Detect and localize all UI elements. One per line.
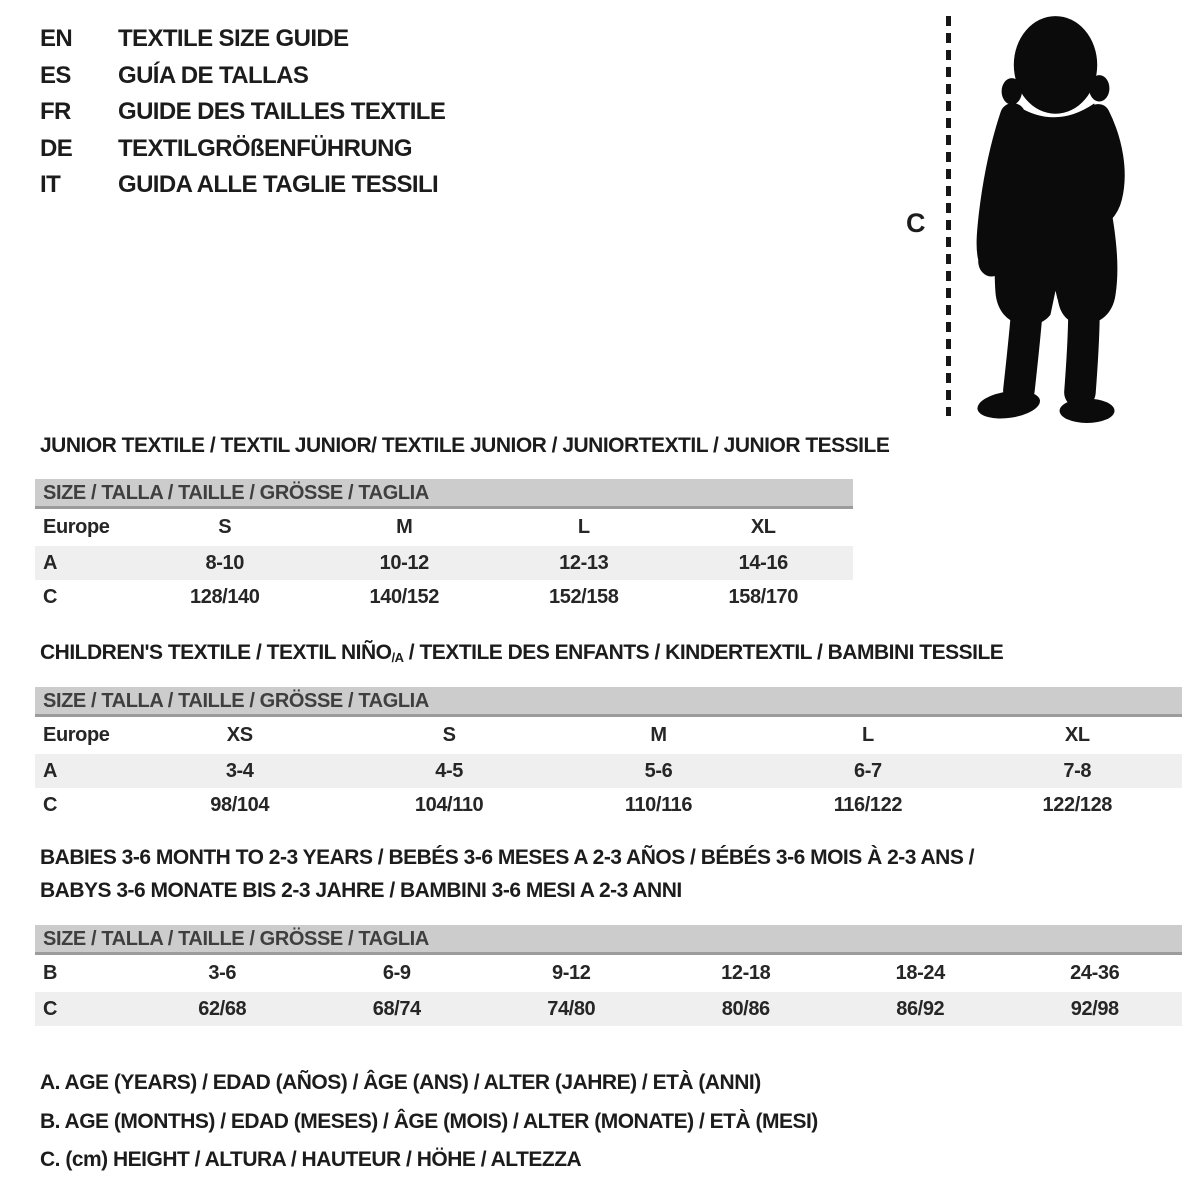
lang-title: GUIDE DES TAILLES TEXTILE (118, 98, 446, 126)
table-row-months (35, 955, 1182, 992)
lang-code: ES (40, 61, 71, 89)
children-header-row (35, 717, 1182, 754)
legend-line-c: C. (cm) HEIGHT / ALTURA / HAUTEUR / HÖHE / ALTEZZA (40, 1148, 582, 1172)
junior-header-row (35, 509, 853, 546)
lang-code: DE (40, 134, 73, 162)
table-cell: 14-16 (738, 551, 788, 574)
table-row-age (35, 754, 1182, 788)
lang-row-fr (40, 94, 445, 131)
junior-size-table (35, 479, 853, 614)
table-cell: 128/140 (190, 585, 260, 608)
table-row-height (35, 788, 1182, 822)
table-cell: 5-6 (644, 759, 673, 782)
table-cell: 98/104 (210, 793, 270, 816)
column-header: XL (1064, 724, 1090, 746)
table-cell: 74/80 (547, 997, 596, 1020)
table-cell: 68/74 (372, 997, 421, 1020)
table-cell: 116/122 (833, 793, 903, 816)
row-label: A (43, 759, 58, 782)
babies-section-title (40, 841, 974, 907)
height-measure-dashed-line (946, 16, 951, 416)
junior-section-title: JUNIOR TEXTILE / TEXTIL JUNIOR/ TEXTILE JUNIOR / JUNIORTEXTIL / JUNIOR TESSILE (40, 434, 890, 457)
table-cell: 18-24 (895, 962, 945, 984)
row-label: C (43, 793, 58, 816)
column-header: XL (750, 516, 776, 538)
lang-code: FR (40, 98, 71, 126)
lang-title: TEXTILE SIZE GUIDE (118, 25, 349, 53)
table-cell: 86/92 (896, 997, 945, 1020)
column-header: XS (226, 724, 253, 746)
table-cell: 9-12 (552, 962, 591, 984)
column-header: L (861, 724, 874, 746)
babies-title-line1: BABIES 3-6 MONTH TO 2-3 YEARS / BEBÉS 3-6 MESES A 2-3 AÑOS / BÉBÉS 3-6 MOIS À 2-3 ANS / (40, 846, 975, 869)
lang-row-it (40, 167, 445, 204)
measurement-legend (40, 1064, 818, 1180)
table-cell: 104/110 (414, 793, 484, 816)
column-header: M (396, 516, 413, 538)
table-row-age (35, 546, 853, 580)
height-measure-label: C (906, 208, 926, 238)
row-label: C (43, 585, 58, 608)
lang-title: GUIDA ALLE TAGLIE TESSILI (118, 171, 439, 199)
toddler-silhouette-icon (964, 12, 1146, 424)
table-cell: 92/98 (1070, 997, 1119, 1020)
column-header: M (650, 724, 667, 746)
table-cell: 4-5 (435, 759, 463, 782)
column-header: S (442, 724, 456, 746)
table-cell: 12-13 (559, 551, 609, 574)
language-title-list (40, 21, 445, 204)
table-cell: 7-8 (1063, 759, 1092, 782)
children-size-table (35, 687, 1182, 822)
row-label: C (43, 997, 58, 1020)
row-label: A (43, 551, 58, 574)
table-cell: 3-6 (208, 962, 237, 984)
children-size-bar: SIZE / TALLA / TAILLE / GRÖSSE / TAGLIA (35, 687, 1182, 717)
babies-size-bar: SIZE / TALLA / TAILLE / GRÖSSE / TAGLIA (35, 925, 1182, 955)
legend-line-b: B. AGE (MONTHS) / EDAD (MESES) / ÂGE (MOIS) / ALTER (MONATE) / ETÀ (MESI) (40, 1109, 818, 1133)
lang-row-de (40, 131, 445, 168)
table-cell: 6-9 (382, 962, 411, 984)
children-title-post: / TEXTILE DES ENFANTS / KINDERTEXTIL / BAMBINI TESSILE (403, 641, 1004, 664)
table-row-height (35, 992, 1182, 1026)
column-header: L (577, 516, 590, 538)
row-label: B (43, 962, 58, 984)
babies-title-line2: BABYS 3-6 MONATE BIS 2-3 JAHRE / BAMBINI 3-6 MESI A 2-3 ANNI (40, 879, 682, 902)
lang-code: EN (40, 25, 73, 53)
children-section-title (40, 641, 1003, 665)
lang-row-es (40, 58, 445, 95)
column-header: Europe (43, 724, 110, 746)
table-cell: 3-4 (225, 759, 254, 782)
babies-size-table (35, 925, 1182, 1026)
table-cell: 110/116 (624, 793, 693, 816)
lang-title: TEXTILGRÖßENFÜHRUNG (118, 134, 412, 162)
legend-line-a: A. AGE (YEARS) / EDAD (AÑOS) / ÂGE (ANS) / ALTER (JAHRE) / ETÀ (ANNI) (40, 1071, 761, 1095)
table-cell: 140/152 (369, 585, 439, 608)
lang-row-en (40, 21, 445, 58)
table-cell: 12-18 (721, 962, 771, 984)
table-cell: 158/170 (728, 585, 798, 608)
table-cell: 80/86 (721, 997, 770, 1020)
lang-title: GUÍA DE TALLAS (118, 61, 309, 89)
table-cell: 6-7 (854, 759, 882, 782)
children-title-pre: CHILDREN'S TEXTILE / TEXTIL NIÑO (40, 641, 392, 664)
table-cell: 8-10 (205, 551, 244, 574)
table-row-height (35, 580, 853, 614)
column-header: S (218, 516, 232, 538)
column-header: Europe (43, 516, 110, 538)
table-cell: 10-12 (379, 551, 429, 574)
table-cell: 62/68 (198, 997, 247, 1020)
table-cell: 152/158 (549, 585, 619, 608)
children-title-sub: /A (391, 650, 404, 665)
junior-size-bar: SIZE / TALLA / TAILLE / GRÖSSE / TAGLIA (35, 479, 853, 509)
table-cell: 24-36 (1070, 962, 1120, 984)
lang-code: IT (40, 171, 61, 199)
table-cell: 122/128 (1042, 793, 1113, 816)
